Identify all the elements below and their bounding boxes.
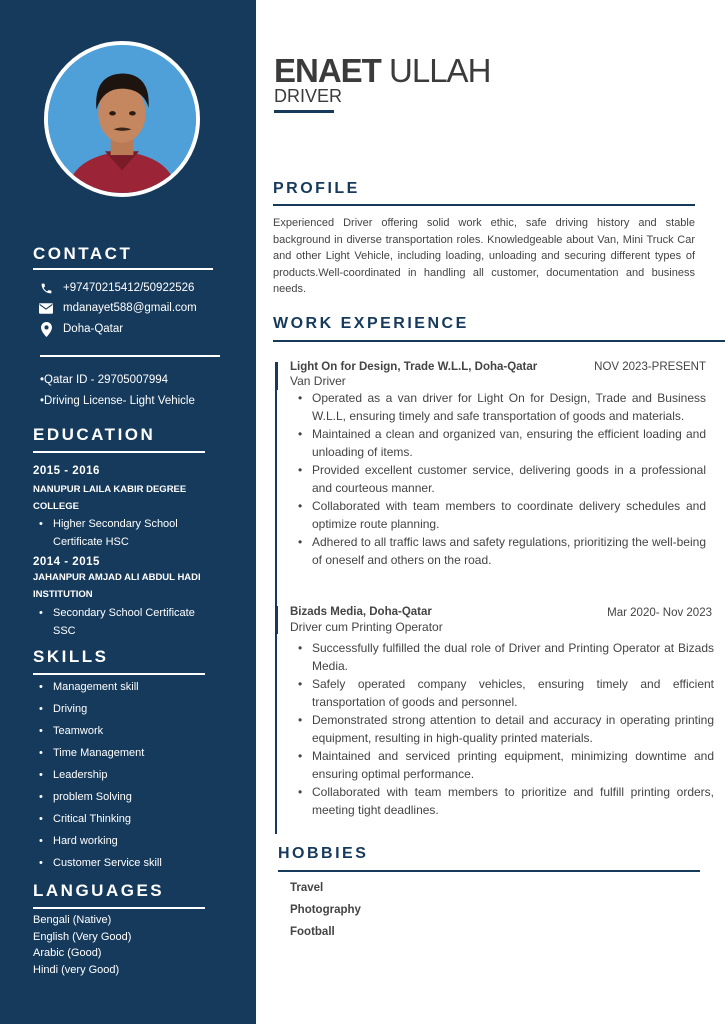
education-heading: EDUCATION (33, 425, 156, 444)
hobbies-heading: HOBBIES (278, 845, 369, 862)
qatar-id: •Qatar ID - 29705007994 (40, 374, 169, 386)
first-name: ENAET (274, 52, 381, 89)
skill-item: • Management skill (39, 681, 139, 693)
job-bullet: • Maintained and serviced printing equipment, minimizing downtime and ensuring optimal performance. (290, 747, 714, 783)
job-company: Light On for Design, Trade W.L.L, Doha-Qatar (290, 361, 538, 373)
role-underline (274, 110, 334, 113)
phone-icon (38, 281, 54, 295)
hobbies-divider (278, 870, 700, 872)
education-years: 2015 - 2016 (33, 465, 100, 477)
profile-divider (273, 204, 695, 206)
education-degree: • Higher Secondary School Certificate HSC (39, 515, 219, 551)
contact-phone (38, 281, 194, 295)
job-title: Driver cum Printing Operator (290, 620, 443, 634)
full-name (274, 52, 490, 90)
skill-item: • Leadership (39, 769, 107, 781)
email-text: mdanayet588@gmail.com (63, 302, 197, 314)
sidebar (0, 0, 256, 1024)
location-text: Doha-Qatar (63, 323, 124, 335)
job-bullets (290, 639, 714, 819)
job-title: Van Driver (290, 374, 346, 388)
education-years: 2014 - 2015 (33, 556, 100, 568)
job-bullets (290, 389, 706, 569)
education-divider (33, 451, 205, 453)
languages-divider (33, 907, 205, 909)
language-item: Bengali (Native) (33, 914, 112, 926)
education-institution: JAHANPUR AMJAD ALI ABDUL HADI INSTITUTION (33, 572, 201, 600)
hobby-item: Travel (290, 882, 324, 894)
job-bullet: • Adhered to all traffic laws and safety regulations, prioritizing the well-being of oneself and others on the road. (290, 533, 706, 569)
job-bullet: • Operated as a van driver for Light On for Design, Trade and Business W.L.L, ensuring timely and safe transportation of goods and materials. (290, 389, 706, 425)
skill-item: • Driving (39, 703, 87, 715)
phone-text: +97470215412/50922526 (63, 282, 195, 294)
profile-heading: PROFILE (273, 180, 360, 197)
skill-item: • Time Management (39, 747, 144, 759)
contact-email (38, 301, 197, 315)
hobby-item: Football (290, 926, 335, 938)
skill-item: • problem Solving (39, 791, 132, 803)
profile-photo (44, 41, 200, 197)
languages-heading: LANGUAGES (33, 881, 165, 900)
job-marker (275, 362, 278, 390)
education-institution: NANUPUR LAILA KABIR DEGREE COLLEGE (33, 484, 187, 512)
job-bullet: • Collaborated with team members to coordinate delivery schedules and optimize route planning. (290, 497, 706, 533)
job-bullet: • Safely operated company vehicles, ensuring timely and efficient transportation of goods and personnel. (290, 675, 714, 711)
language-item: English (Very Good) (33, 931, 132, 943)
contact-bottom-divider (40, 355, 220, 357)
main-content (256, 0, 725, 1024)
job-marker (275, 606, 278, 634)
contact-divider (33, 268, 213, 270)
skill-item: • Hard working (39, 835, 118, 847)
skills-divider (33, 673, 205, 675)
job-bullet: • Maintained a clean and organized van, ensuring the efficient loading and unloading of items. (290, 425, 706, 461)
skill-item: • Customer Service skill (39, 857, 162, 869)
job-role: DRIVER (274, 86, 343, 106)
job-dates: Mar 2020- Nov 2023 (607, 607, 712, 619)
job-bullet: • Successfully fulfilled the dual role of Driver and Printing Operator at Bizads Media. (290, 639, 714, 675)
contact-heading: CONTACT (33, 244, 133, 263)
work-experience-divider (273, 340, 725, 342)
skill-item: • Teamwork (39, 725, 103, 737)
hobby-item: Photography (290, 904, 361, 916)
job-bullet: • Collaborated with team members to prioritize and fulfill printing orders, meeting tight deadlines. (290, 783, 714, 819)
language-item: Hindi (very Good) (33, 964, 120, 976)
contact-location (38, 322, 123, 336)
work-experience-heading: WORK EXPERIENCE (273, 315, 469, 332)
skills-heading: SKILLS (33, 647, 109, 666)
driving-license: •Driving License- Light Vehicle (40, 395, 195, 407)
job-company: Bizads Media, Doha-Qatar (290, 606, 432, 618)
job-bullet: • Provided excellent customer service, delivering goods in a professional and courteous manner. (290, 461, 706, 497)
location-pin-icon (38, 322, 54, 336)
language-item: Arabic (Good) (33, 947, 102, 959)
portrait-image (48, 45, 196, 193)
envelope-icon (38, 301, 54, 315)
education-degree: • Secondary School Certificate SSC (39, 604, 219, 640)
job-bullet: • Demonstrated strong attention to detail and accuracy in operating printing equipment, resulting in high-quality printed materials. (290, 711, 714, 747)
last-name: ULLAH (389, 52, 491, 89)
profile-summary: Experienced Driver offering solid work ethic, safe driving history and stable background in diverse transportation roles. Knowledgeable about Van, Mini Truck Car and other Light Vehicle, including loading, unloading and securing different types of products.Well-coordinated in handling all customer, documentation and business needs. (273, 217, 695, 295)
skill-item: • Critical Thinking (39, 813, 131, 825)
job-dates: NOV 2023-PRESENT (594, 361, 706, 373)
